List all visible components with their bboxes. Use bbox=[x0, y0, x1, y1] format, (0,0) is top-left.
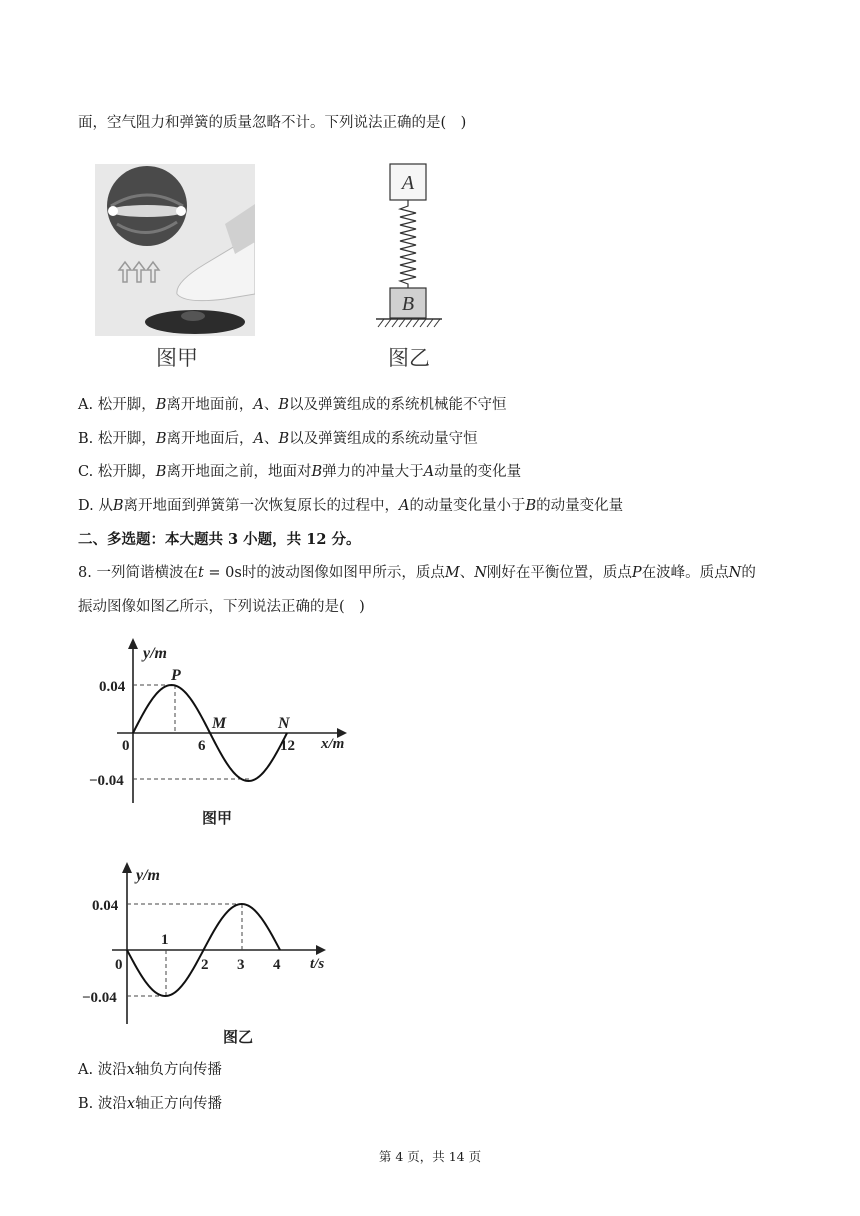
section-heading: 二、多选题：本大题共 3 小题，共 12 分。 bbox=[78, 531, 361, 548]
point-p-label: P bbox=[171, 667, 181, 684]
x-tick-1: 1 bbox=[161, 932, 169, 948]
x-tick-6: 6 bbox=[198, 738, 206, 754]
block-b-label: B bbox=[401, 293, 415, 315]
figure-a bbox=[95, 164, 255, 336]
chart-a-title: 图甲 bbox=[202, 811, 233, 827]
q7-option-c[interactable]: C. 松开脚，B离开地面之前，地面对B弹力的冲量大于A动量的变化量 bbox=[78, 464, 522, 480]
q7-option-b[interactable]: B. 松开脚，B离开地面后，A、B以及弹簧组成的系统动量守恒 bbox=[78, 431, 478, 447]
y-tick-top: 0.04 bbox=[92, 898, 119, 914]
y-tick-bottom: −0.04 bbox=[89, 773, 124, 789]
question-7-stem-end: 面，空气阻力和弹簧的质量忽略不计。下列说法正确的是( ) bbox=[78, 115, 467, 131]
vibration-graph-b bbox=[78, 852, 348, 1052]
q8-option-b[interactable]: B. 波沿x轴正方向传播 bbox=[78, 1096, 223, 1112]
y-axis-arrow bbox=[122, 862, 132, 873]
x-tick-12: 12 bbox=[280, 738, 295, 754]
q8-option-a[interactable]: A. 波沿x轴负方向传播 bbox=[78, 1062, 222, 1078]
q8-stem-line1: 8. 一列简谐横波在t = 0s时的波动图像如图甲所示，质点M、N刚好在平衡位置，质点P在波峰。质点N的 bbox=[78, 565, 756, 581]
spring bbox=[400, 200, 416, 288]
figure-a-photo bbox=[95, 164, 255, 336]
x-axis-label: x/m bbox=[321, 736, 345, 752]
figure-b-spring-blocks bbox=[370, 160, 450, 335]
figure-a-caption: 图甲 bbox=[156, 346, 198, 370]
ground-hatch bbox=[378, 319, 440, 327]
x-tick-3: 3 bbox=[237, 957, 245, 973]
x-tick-0: 0 bbox=[122, 738, 130, 754]
point-m-label: M bbox=[212, 715, 227, 732]
x-tick-0: 0 bbox=[115, 957, 123, 973]
x-tick-2: 2 bbox=[201, 957, 209, 973]
y-tick-bottom: −0.04 bbox=[82, 990, 117, 1006]
figure-b-caption: 图乙 bbox=[388, 346, 430, 370]
x-axis-arrow bbox=[316, 945, 326, 955]
q8-stem-line2: 振动图像如图乙所示，下列说法正确的是( ) bbox=[78, 599, 365, 615]
wave-graph-a bbox=[85, 628, 365, 833]
figure-b bbox=[370, 160, 450, 335]
block-a-label: A bbox=[401, 172, 415, 194]
x-axis-label: t/s bbox=[310, 956, 325, 972]
x-tick-4: 4 bbox=[273, 957, 281, 973]
q7-option-d[interactable]: D. 从B离开地面到弹簧第一次恢复原长的过程中，A的动量变化量小于B的动量变化量 bbox=[78, 498, 624, 514]
point-n-label: N bbox=[278, 715, 290, 732]
y-tick-top: 0.04 bbox=[99, 679, 126, 695]
y-axis-label: y/m bbox=[143, 645, 167, 662]
y-axis-label: y/m bbox=[136, 867, 160, 884]
q7-option-a[interactable]: A. 松开脚，B离开地面前，A、B以及弹簧组成的系统机械能不守恒 bbox=[78, 397, 507, 413]
y-axis-arrow bbox=[128, 638, 138, 649]
chart-b-title: 图乙 bbox=[223, 1030, 254, 1046]
page-footer: 第 4 页，共 14 页 bbox=[378, 1149, 482, 1164]
